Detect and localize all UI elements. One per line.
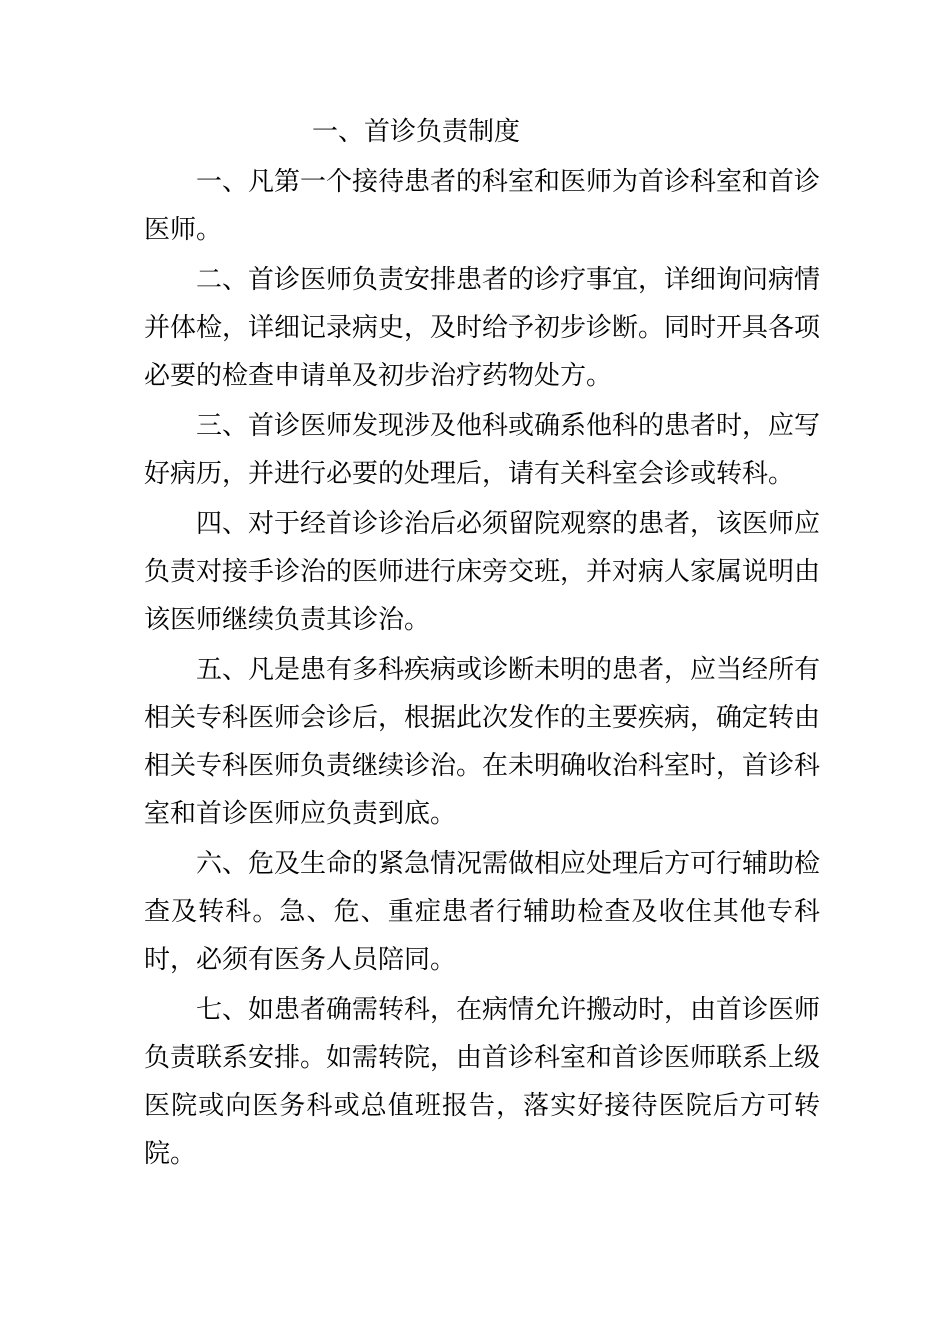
document-body — [144, 158, 820, 1180]
paragraph-6: 六、危及生命的紧急情况需做相应处理后方可行辅助检查及转科。急、危、重症患者行辅助检查及收住其他专科时，必须有医务人员陪同。 — [144, 849, 821, 975]
paragraph-7: 七、如患者确需转科，在病情允许搬动时，由首诊医师负责联系安排。如需转院，由首诊科室和首诊医师联系上级医院或向医务科或总值班报告，落实好接待医院后方可转院。 — [144, 995, 821, 1169]
paragraph-5: 五、凡是患有多科疾病或诊断未明的患者，应当经所有相关专科医师会诊后，根据此次发作的主要疾病，确定转由相关专科医师负责继续诊治。在未明确收治科室时，首诊科室和首诊医师应负责到底。 — [144, 655, 821, 829]
document-title: 一、首诊负责制度 — [312, 117, 521, 147]
paragraph-4: 四、对于经首诊诊治后必须留院观察的患者，该医师应负责对接手诊治的医师进行床旁交班，并对病人家属说明由该医师继续负责其诊治。 — [144, 509, 821, 635]
paragraph-3: 三、首诊医师发现涉及他科或确系他科的患者时，应写好病历，并进行必要的处理后，请有关科室会诊或转科。 — [144, 411, 821, 489]
paragraph-1: 一、凡第一个接待患者的科室和医师为首诊科室和首诊医师。 — [144, 167, 821, 245]
paragraph-2: 二、首诊医师负责安排患者的诊疗事宜，详细询问病情并体检，详细记录病史，及时给予初步诊断。同时开具各项必要的检查申请单及初步治疗药物处方。 — [144, 265, 821, 391]
